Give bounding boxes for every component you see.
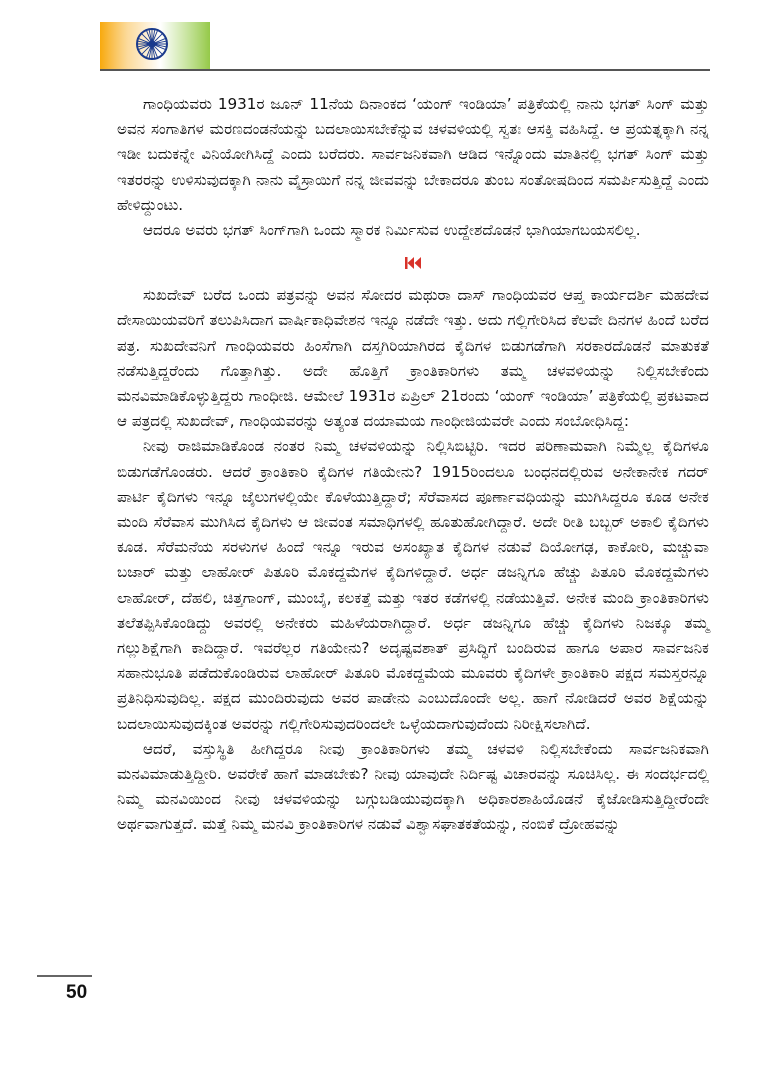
header-rule xyxy=(100,69,710,71)
paragraph: ಆದರೂ ಅವರು ಭಗತ್ ಸಿಂಗ್‌ಗಾಗಿ ಒಂದು ಸ್ಮಾರಕ ನಿರ್ಮಿಸುವ ಉದ್ದೇಶದೊಡನೆ ಭಾಗಿಯಾಗಬಯಸಲಿಲ್ಲ. xyxy=(143,221,641,240)
paragraph: ಗಾಂಧಿಯವರು 1931ರ ಜೂನ್ 11ನೆಯ ದಿನಾಂಕದ ‘ಯಂಗ್ ಇಂಡಿಯಾ’ ಪತ್ರಿಕೆಯಲ್ಲಿ ನಾನು ಭಗತ್ ಸಿಂಗ್ ಮತ್ತು ಅವನ ಸಂಗಾತಿಗಳ ಮರಣದಂಡನೆಯನ್ನು ಬದಲಾಯಿಸಬೇಕೆನ್ನುವ ಚಳವಳಿಯಲ್ಲಿ ಸ್ವತಃ ಆಸಕ್ತಿ ವಹಿಸಿದ್ದೆ. ಆ ಪ್ರಯತ್ನಕ್ಕಾಗಿ ನನ್ನ ಇಡೀ ಬದುಕನ್ನೇ ವಿನಿಯೋಗಿಸಿದ್ದೆ ಎಂದು ಬರೆದರು. ಸಾರ್ವಜನಿಕವಾಗಿ ಆಡಿದ ಇನ್ನೊಂದು ಮಾತಿನಲ್ಲಿ ಭಗತ್ ಸಿಂಗ್ ಮತ್ತು ಇತರರನ್ನು ಉಳಿಸುವುದಕ್ಕಾಗಿ ನಾನು ವೈಸ್ರಾಯಿಗೆ ನನ್ನ ಜೀವವನ್ನು ಬೇಕಾದರೂ ತುಂಬ ಸಂತೋಷದಿಂದ ಸಮರ್ಪಿಸುತ್ತಿದ್ದೆ ಎಂದು ಹೇಳಿದ್ದುಂಟು. xyxy=(117,95,709,214)
article-body xyxy=(117,92,709,838)
quoted-paragraph: ನೀವು ರಾಜಿಮಾಡಿಕೊಂಡ ನಂತರ ನಿಮ್ಮ ಚಳವಳಿಯನ್ನು ನಿಲ್ಲಿಸಿಬಿಟ್ಟಿರಿ. ಇದರ ಪರಿಣಾಮವಾಗಿ ನಿಮ್ಮೆಲ್ಲ ಕೈದಿಗಳೂ ಬಿಡುಗಡೆಗೊಂಡರು. ಆದರೆ ಕ್ರಾಂತಿಕಾರಿ ಕೈದಿಗಳ ಗತಿಯೇನು? 1915ರಿಂದಲೂ ಬಂಧನದಲ್ಲಿರುವ ಅನೇಕಾನೇಕ ಗದರ್ ಪಾರ್ಟಿ ಕೈದಿಗಳು ಇನ್ನೂ ಜೈಲುಗಳಲ್ಲಿಯೇ ಕೊಳೆಯುತ್ತಿದ್ದಾರೆ; ಸೆರೆವಾಸದ ಪೂರ್ಣಾವಧಿಯನ್ನು ಮುಗಿಸಿದ್ದರೂ ಕೂಡ ಅನೇಕ ಮಂದಿ ಸೆರೆವಾಸ ಮುಗಿಸಿದ ಕೈದಿಗಳು ಆ ಜೀವಂತ ಸಮಾಧಿಗಳಲ್ಲಿ ಹೂತುಹೋಗಿದ್ದಾರೆ. ಅದೇ ರೀತಿ ಬಬ್ಬರ್ ಅಕಾಲಿ ಕೈದಿಗಳು ಕೂಡ. ಸೆರೆಮನೆಯ ಸರಳುಗಳ ಹಿಂದೆ ಇನ್ನೂ ಇರುವ ಅಸಂಖ್ಯಾತ ಕೈದಿಗಳ ನಡುವೆ ದಿಯೋಗಢ, ಕಾಕೋರಿ, ಮಚ್ಚುವಾ ಬಜಾರ್ ಮತ್ತು ಲಾಹೋರ್ ಪಿತೂರಿ ಮೊಕದ್ದಮೆಗಳ ಕೈದಿಗಳಿದ್ದಾರೆ. ಅರ್ಧ ಡಜನ್ನಿಗೂ ಹೆಚ್ಚು ಪಿತೂರಿ ಮೊಕದ್ದಮೆಗಳು ಲಾಹೋರ್, ದೆಹಲಿ, ಚಿತ್ತಗಾಂಗ್, ಮುಂಬೈ, ಕಲಕತ್ತೆ ಮತ್ತು ಇತರ ಕಡೆಗಳಲ್ಲಿ ನಡೆಯುತ್ತಿವೆ. ಅನೇಕ ಮಂದಿ ಕ್ರಾಂತಿಕಾರಿಗಳು ತಲೆತಪ್ಪಿಸಿಕೊಂಡಿದ್ದು ಅವರಲ್ಲಿ ಅನೇಕರು ಮಹಿಳೆಯರಾಗಿದ್ದಾರೆ. ಅರ್ಧ ಡಜನ್ನಿಗೂ ಹೆಚ್ಚು ಕೈದಿಗಳು ನಿಜಕ್ಕೂ ತಮ್ಮ ಗಲ್ಲುಶಿಕ್ಷೆಗಾಗಿ ಕಾದಿದ್ದಾರೆ. ಇವರೆಲ್ಲರ ಗತಿಯೇನು? ಅದೃಷ್ಟವಶಾತ್ ಪ್ರಸಿದ್ಧಿಗೆ ಬಂದಿರುವ ಹಾಗೂ ಅಪಾರ ಸಾರ್ವಜನಿಕ ಸಹಾನುಭೂತಿ ಪಡೆದುಕೊಂಡಿರುವ ಲಾಹೋರ್ ಪಿತೂರಿ ಮೊಕದ್ದಮೆಯ ಮೂವರು ಕೈದಿಗಳೇ ಕ್ರಾಂತಿಕಾರಿ ಪಕ್ಷದ ಸಮಸ್ತರನ್ನೂ ಪ್ರತಿನಿಧಿಸುವುದಿಲ್ಲ. ಪಕ್ಷದ ಮುಂದಿರುವುದು ಅವರ ಪಾಡೇನು ಎಂಬುದೊಂದೇ ಅಲ್ಲ. ಹಾಗೆ ನೋಡಿದರೆ ಅವರ ಶಿಕ್ಷೆಯನ್ನು ಬದಲಾಯಿಸುವುದಕ್ಕಿಂತ ಅವರನ್ನು ಗಲ್ಲಿಗೇರಿಸುವುದರಿಂದಲೇ ಒಳ್ಳೆಯದಾಗುವುದೆಂದು ನಿರೀಕ್ಷಿಸಲಾಗಿದೆ. xyxy=(117,437,709,733)
paragraph: ಸುಖದೇವ್ ಬರೆದ ಒಂದು ಪತ್ರವನ್ನು ಅವನ ಸೋದರ ಮಥುರಾ ದಾಸ್ ಗಾಂಧಿಯವರ ಆಪ್ತ ಕಾರ್ಯದರ್ಶಿ ಮಹದೇವ ದೇಸಾಯಿಯವರಿಗೆ ತಲುಪಿಸಿದಾಗ ವಾರ್ಷಿಕಾಧಿವೇಶನ ಇನ್ನೂ ನಡೆದೇ ಇತ್ತು. ಅದು ಗಲ್ಲಿಗೇರಿಸಿದ ಕೆಲವೇ ದಿನಗಳ ಹಿಂದೆ ಬರೆದ ಪತ್ರ. ಸುಖದೇವನಿಗೆ ಗಾಂಧಿಯವರು ಹಿಂಸೆಗಾಗಿ ದಸ್ತಗಿರಿಯಾಗಿರದ ಕೈದಿಗಳ ಬಿಡುಗಡೆಗಾಗಿ ಸರಕಾರದೊಡನೆ ಮಾತುಕತೆ ನಡೆಸುತ್ತಿದ್ದರೆಂದು ಗೊತ್ತಾಗಿತ್ತು. ಅದೇ ಹೊತ್ತಿಗೆ ಕ್ರಾಂತಿಕಾರಿಗಳು ತಮ್ಮ ಚಳವಳಿಯನ್ನು ನಿಲ್ಲಿಸಬೇಕೆಂದು ಮನವಿಮಾಡಿಕೊಳ್ಳುತ್ತಿದ್ದರು ಗಾಂಧೀಜಿ. ಆಮೇಲೆ 1931ರ ಏಪ್ರಿಲ್ 21ರಂದು ‘ಯಂಗ್ ಇಂಡಿಯಾ’ ಪತ್ರಿಕೆಯಲ್ಲಿ ಪ್ರಕಟವಾದ ಆ ಪತ್ರದಲ್ಲಿ ಸುಖದೇವ್, ಗಾಂಧಿಯವರನ್ನು ಅತ್ಯಂತ ದಯಾಮಯ ಗಾಂಧೀಜಿಯವರೇ ಎಂದು ಸಂಬೋಧಿಸಿದ್ದ: xyxy=(117,286,709,431)
flag-logo-icon xyxy=(100,22,210,70)
section-separator xyxy=(117,243,709,283)
footer-rule xyxy=(37,975,92,977)
rewind-separator-icon xyxy=(405,256,421,270)
page-number: 50 xyxy=(66,982,88,1003)
quoted-paragraph: ಆದರೆ, ವಸ್ತುಸ್ಥಿತಿ ಹೀಗಿದ್ದರೂ ನೀವು ಕ್ರಾಂತಿಕಾರಿಗಳು ತಮ್ಮ ಚಳವಳಿ ನಿಲ್ಲಿಸಬೇಕೆಂದು ಸಾರ್ವಜನಿಕವಾಗಿ ಮನವಿಮಾಡುತ್ತಿದ್ದೀರಿ. ಅವರೇಕೆ ಹಾಗೆ ಮಾಡಬೇಕು? ನೀವು ಯಾವುದೇ ನಿರ್ದಿಷ್ಟ ವಿಚಾರವನ್ನು ಸೂಚಿಸಿಲ್ಲ. ಈ ಸಂದರ್ಭದಲ್ಲಿ ನಿಮ್ಮ ಮನವಿಯಿಂದ ನೀವು ಚಳವಳಿಯನ್ನು ಬಗ್ಗುಬಡಿಯುವುದಕ್ಕಾಗಿ ಅಧಿಕಾರಶಾಹಿಯೊಡನೆ ಕೈಜೋಡಿಸುತ್ತಿದ್ದೀರೆಂದೇ ಅರ್ಥವಾಗುತ್ತದೆ. ಮತ್ತೆ ನಿಮ್ಮ ಮನವಿ ಕ್ರಾಂತಿಕಾರಿಗಳ ನಡುವೆ ವಿಶ್ವಾಸಘಾತಕತೆಯನ್ನು, ನಂಬಿಕೆ ದ್ರೋಹವನ್ನು xyxy=(117,739,709,834)
